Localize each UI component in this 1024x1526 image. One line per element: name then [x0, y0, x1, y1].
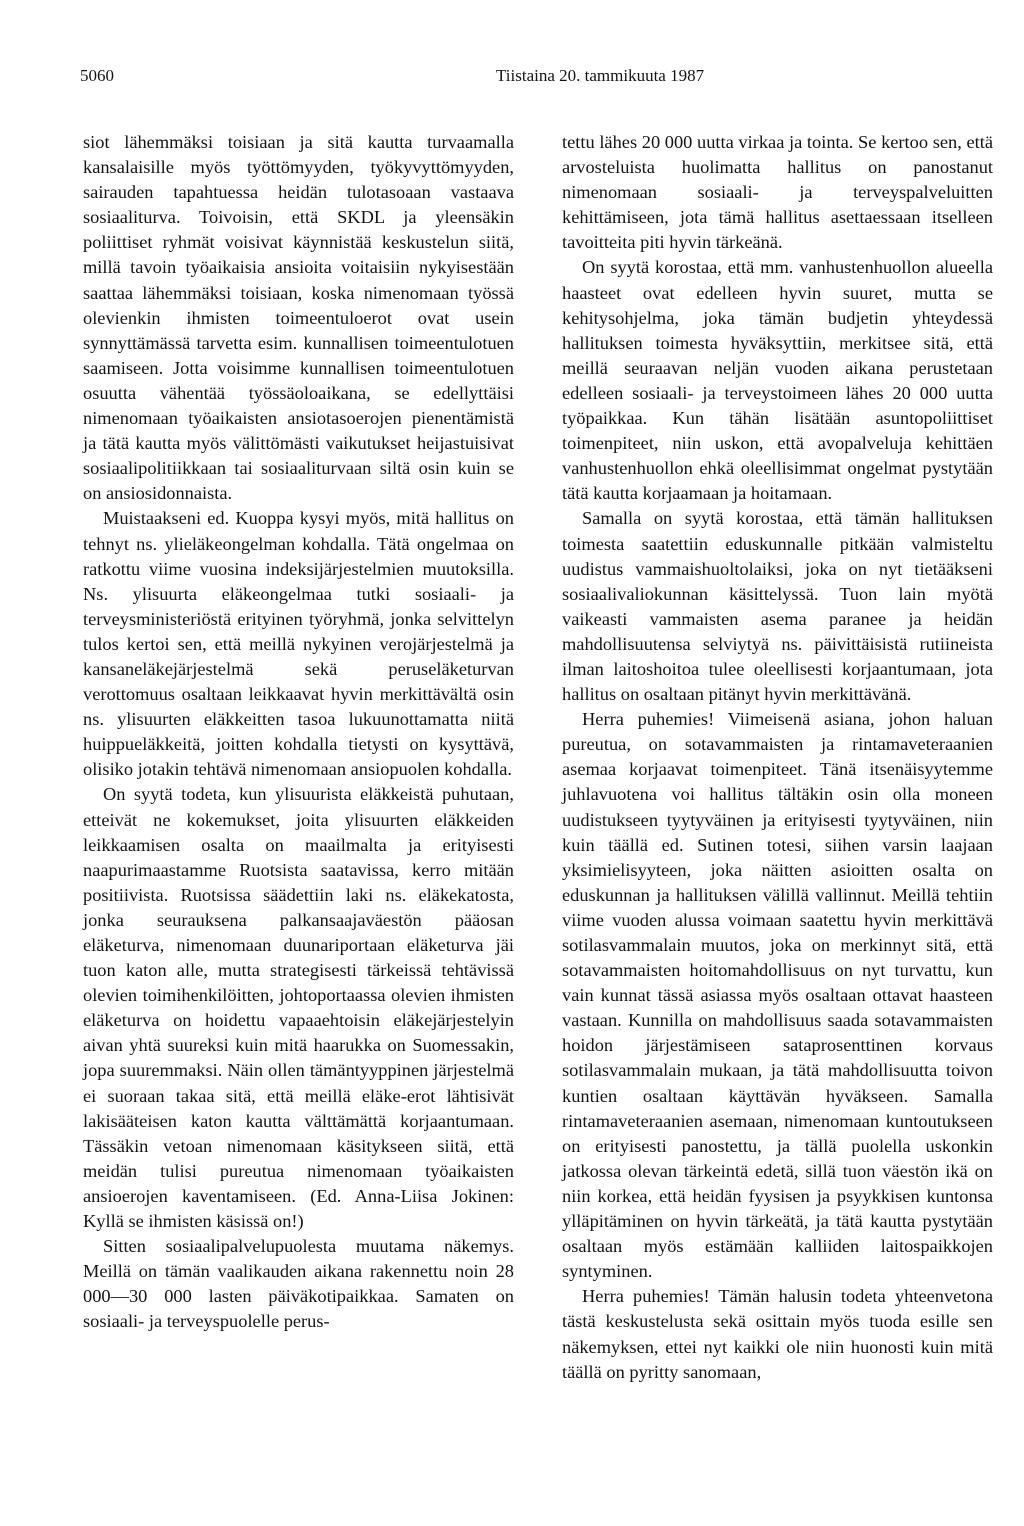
paragraph: Sitten sosiaalipalvelupuolesta muutama näkemys. Meillä on tämän vaalikauden aikana rakennettu noin 28 000—30 000 lasten päiväkotipaikkaa. Samaten on sosiaali- ja terveyspuolelle perus-: [83, 1236, 514, 1332]
paragraph: siot lähemmäksi toisiaan ja sitä kautta turvaamalla kansalaisille myös työttömyyden, työkyvyttömyyden, sairauden tapahtuessa heidän tulotasoaan vastaava sosiaaliturva. Toivoisin, että SKDL ja yleensäkin poliittiset ryhmät voisivat käynnistää keskustelun siitä, millä tavoin työaikaisia ansioita voitaisiin nykyisestään saattaa lähemmäksi toisiaan, koska nimenomaan työssä olevienkin ihmisten toimeentuloerot ovat usein synnyttämässä tarvetta esim. kunnallisen toimeentulotuen saamiseen. Jotta voisimme kunnallisen toimeentulotuen osuutta vähentää työssäoloaikana, se edellyttäisi nimenomaan työaikaisten ansiotasoerojen pienentämistä ja tätä kautta myös välittömästi vaikutukset heijastuisivat sosiaalipolitiikkaan tai sosiaaliturvaan siltä osin kuin se on ansiosidonnaista.: [83, 132, 514, 504]
page-number: 5060: [80, 66, 114, 85]
page-header: [80, 62, 950, 88]
paragraph: tettu lähes 20 000 uutta virkaa ja tointa. Se kertoo sen, että arvosteluista huolimatta hallitus on panostanut nimenomaan sosiaali- ja terveyspalveluitten kehittämiseen, jota tämä hallitus asettaessaan itselleen tavoitteita piti hyvin tärkeänä.: [562, 132, 993, 253]
paragraph: Muistaakseni ed. Kuoppa kysyi myös, mitä hallitus on tehnyt ns. ylieläkeongelman kohdalla. Tätä ongelmaa on ratkottu viime vuosina indeksijärjestelmien muutoksilla. Ns. ylisuurta eläkeongelmaa tutki sosiaali- ja terveysministeriöstä erityinen työryhmä, jonka selvittelyn tulos kertoi sen, että meillä nykyinen verojärjestelmä ja kansaneläkejärjestelmä sekä peruseläketurvan verottomuus osaltaan leikkaavat hyvin merkittävältä osin ns. ylisuurten eläkkeitten tasoa lukuunottamatta niitä huippueläkkeitä, joitten kohdalla tietysti on kysyttävä, olisiko jotakin tehtävä nimenomaan ansiopuolen kohdalla.: [83, 508, 514, 780]
paragraph: Herra puhemies! Tämän halusin todeta yhteenvetona tästä keskustelusta sekä osittain myös tuoda esille sen näkemyksen, ettei nyt kaikki ole niin huonosti kuin mitä täällä on pyritty sanomaan,: [562, 1286, 993, 1382]
paragraph: Samalla on syytä korostaa, että tämän hallituksen toimesta saatettiin eduskunnalle pitkään valmisteltu uudistus vammaishuoltolaiksi, joka on nyt tietääkseni sosiaalivaliokunnan käsittelyssä. Tuon lain myötä vaikeasti vammaisten asema paranee ja heidän mahdollisuutensa selviytyä ns. päivittäisistä rutiineista ilman laitoshoitoa tulee oleellisesti korjaantumaan, jota hallitus on osaltaan pitänyt hyvin merkittävänä.: [562, 508, 993, 705]
date-line: Tiistaina 20. tammikuuta 1987: [496, 66, 705, 85]
left-column: [83, 130, 514, 1335]
paragraph: Herra puhemies! Viimeisenä asiana, johon haluan pureutua, on sotavammaisten ja rintamaveteraanien asemaa korjaavat toimenpiteet. Tänä itsenäisyytemme juhlavuotena voi hallitus tältäkin osin olla moneen uudistukseen tyytyväinen ja erityisesti tyytyväinen, niin kuin täällä ed. Sutinen totesi, siihen varsin laajaan yksimielisyyteen, joka näitten asioitten osalta on eduskunnan ja hallituksen välillä vallinnut. Meillä tehtiin viime vuoden alussa voimaan saatettu hyvin merkittävä sotilasvammalain muutos, joka on merkinnyt sitä, että sotavammaisten hoitomahdollisuus on nyt turvattu, kun vain kunnat tässä asiassa myös osaltaan ottavat haasteen vastaan. Kunnilla on mahdollisuus saada sotavammaisten hoidon järjestämiseen sataprosenttinen korvaus sotilasvammalain mukaan, ja tätä mahdollisuutta toivon kuntien osaltaan käyttävän hyväkseen. Samalla rintamaveteraanien asemaan, nimenomaan kuntoutukseen on erityisesti panostettu, ja tällä puolella uskonkin jatkossa olevan tärkeintä edetä, sillä tuon väestön ikä on niin korkea, että heidän fyysisen ja psyykkisen kuntonsa ylläpitäminen on hyvin tärkeätä, ja tätä kautta pystytään osaltaan myös estämään kalliiden laitospaikkojen syntyminen.: [562, 709, 993, 1282]
right-column: [562, 130, 993, 1385]
paragraph: On syytä korostaa, että mm. vanhustenhuollon alueella haasteet ovat edelleen hyvin suuret, mutta se kehitysohjelma, joka tämän budjetin yhteydessä hallituksen toimesta hyväksyttiin, merkitsee sitä, että meillä seuraavan neljän vuoden aikana perustetaan edelleen sosiaali- ja terveystoimeen lähes 20 000 uutta työpaikkaa. Kun tähän lisätään asuntopoliittiset toimenpiteet, niin uskon, että avopalveluja kehittäen vanhustenhuollon ehkä oleellisimmat ongelmat pystytään tätä kautta korjaamaan ja hoitamaan.: [562, 257, 993, 504]
paragraph: On syytä todeta, kun ylisuurista eläkkeistä puhutaan, etteivät ne kokemukset, joita ylisuurten eläkkeiden leikkaamisen osalta on maailmalta ja erityisesti naapurimaastamme Ruotsista saatavissa, kerro mitään positiivista. Ruotsissa säädettiin laki ns. eläkekatosta, jonka seurauksena palkansaajaväestön pääosan eläketurva, nimenomaan duunariportaan eläketurva jäi tuon katon alle, mutta strategisesti tärkeissä tehtävissä olevien toimihenkilöitten, johtoportaassa olevien ihmisten eläketurva on hoidettu vapaaehtoisin eläkejärjestelyin aivan yhtä suureksi kuin mitä haarukka on Suomessakin, jopa suuremmaksi. Näin ollen tämäntyyppinen järjestelmä ei suoraan takaa sitä, että meillä eläke-erot lähtisivät lakisääteisen katon kautta välttämättä korjaantumaan. Tässäkin vetoan nimenomaan käsitykseen siitä, että meidän tulisi pureutua nimenomaan työaikaisten ansioerojen kaventamiseen. (Ed. Anna-Liisa Jokinen: Kyllä se ihmisten käsissä on!): [83, 784, 514, 1232]
